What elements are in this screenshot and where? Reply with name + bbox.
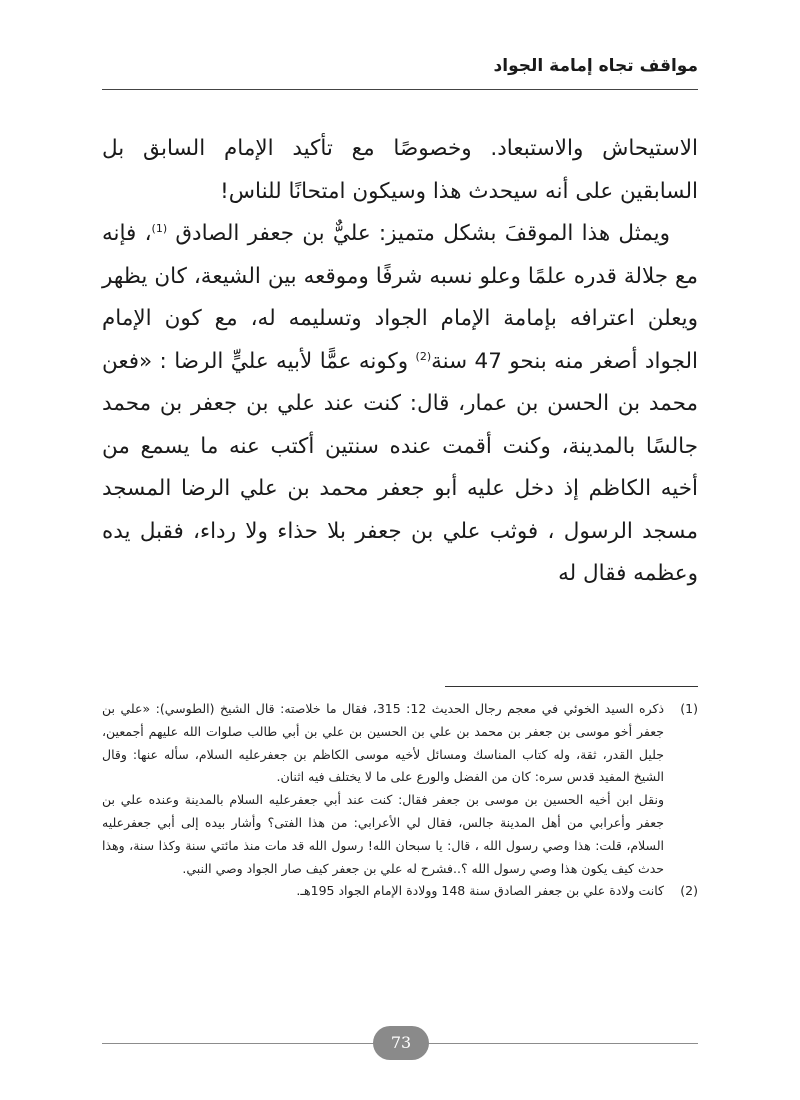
page-number: 73 bbox=[373, 1026, 429, 1060]
footnotes bbox=[102, 698, 698, 903]
footnote-item bbox=[102, 698, 698, 880]
running-header bbox=[102, 56, 698, 76]
paragraph: الاستيحاش والاستبعاد. وخصوصًا مع تأكيد الإمام السابق بل السابقين على أنه سيحدث هذا وسيكون امتحانًا للناس! bbox=[102, 136, 698, 204]
footnote-number: (2) bbox=[680, 883, 698, 899]
text-run: وكونه عمًّا لأبيه عليٍّ الرضا : «فعن محمد بن الحسن بن عمار، قال: كنت عند علي بن جعفر بن محمد جالسًا بالمدينة، وكنت أقمت عنده سنتين أكتب عنه ما يسمع من أخيه الكاظم إذ دخل عليه أبو جعفر محمد بن علي الرضا المسجد مسجد الرسول ، فوثب علي بن جعفر بلا حذاء ولا رداء، فقبل يده وعظمه فقال له bbox=[102, 348, 698, 586]
footnote-text: ونقل ابن أخيه الحسين بن موسى بن جعفر فقال: كنت عند أبي جعفرعليه السلام بالمدينة وعنده علي بن جعفر وأعرابي من أهل المدينة جالس، فقال لي الأعرابي: من هذا الفتى؟ وأشار بيده إلى أبي جعفرعليه السلام، قلت: هذا وصي رسول الله ، قال: يا سبحان الله! رسول الله قد مات منذ مائتي سنة وكذا سنة، وهذا حدث كيف يكون هذا وصي رسول الله ؟..فشرح له علي بن جعفر كيف صار الجواد وصي النبي. bbox=[102, 792, 664, 876]
text-run: ، فإنه مع جلالة قدره علمًا وعلو نسبه شرفًا وموقعه بين الشيعة، كان يظهر ويعلن اعترافه بإمامة الإمام الجواد وتسليمه له، مع كون الإمام الجواد أصغر منه بنحو 47 سنة bbox=[102, 221, 698, 374]
footnote-ref: (2) bbox=[415, 349, 432, 363]
footnote-number: (1) bbox=[680, 701, 698, 716]
running-header-title: مواقف تجاه إمامة الجواد bbox=[493, 56, 698, 76]
footnote-body bbox=[102, 698, 664, 880]
footnote-text: ذكره السيد الخوئي في معجم رجال الحديث 12: 315، فقال ما خلاصته: قال الشيخ (الطوسي): «علي بن جعفر أخو موسى بن جعفر بن محمد بن علي بن الحسين بن علي بن أبي طالب صلوات الله عليهم أجمعين، جليل القدر، ثقة، وله كتاب المناسك ومسائل لأخيه موسى الكاظم بن جعفرعليه السلام، سأله عنها: وقال الشيخ المفيد قدس سره: كان من الفضل والورع على ما لا يختلف فيه اثنان. bbox=[102, 701, 665, 785]
main-text bbox=[102, 128, 698, 596]
text-run: ويمثل هذا الموقفَ بشكل متميز: عليٌّ بن جعفر الصادق bbox=[167, 221, 670, 246]
footnote-divider bbox=[445, 686, 698, 687]
paragraph bbox=[102, 213, 698, 596]
header-divider bbox=[102, 89, 698, 90]
footnote-ref: (1) bbox=[151, 221, 168, 235]
footnote-text: كانت ولادة علي بن جعفر الصادق سنة 148 وولادة الإمام الجواد 195هـ. bbox=[296, 883, 664, 899]
footnote-item bbox=[102, 880, 698, 903]
footnote-body bbox=[102, 880, 664, 903]
